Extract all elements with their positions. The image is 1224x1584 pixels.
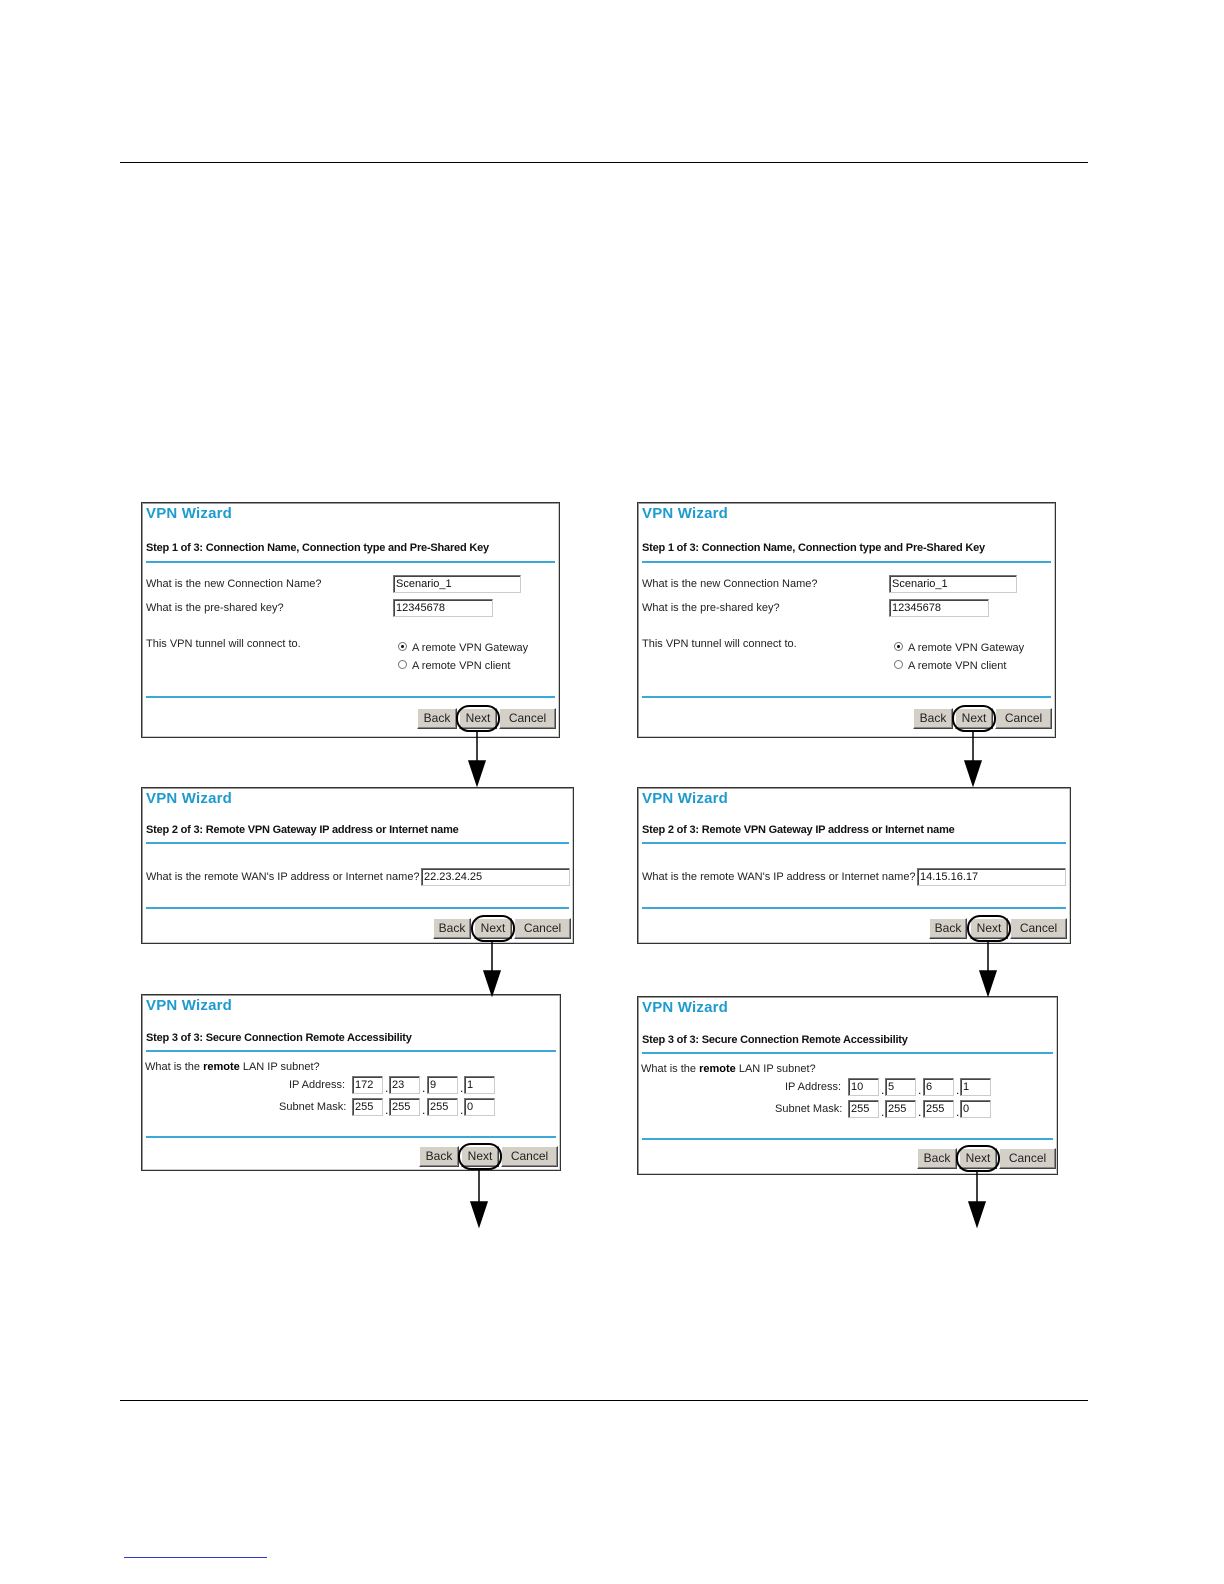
arrow-right-1-head: [965, 761, 981, 785]
pre-shared-key-label: What is the pre-shared key?: [146, 602, 284, 614]
cancel-button[interactable]: Cancel: [514, 918, 571, 939]
ip-dot: .: [956, 1083, 960, 1097]
panel-title: VPN Wizard: [146, 997, 233, 1014]
arrow-right-2-head: [980, 971, 996, 995]
ip-dot: .: [460, 1081, 464, 1095]
back-button[interactable]: Back: [433, 918, 471, 939]
ip-octet-3[interactable]: 9: [427, 1076, 458, 1094]
gateway-radio-label: A remote VPN Gateway: [412, 642, 529, 654]
mask-dot: .: [422, 1103, 426, 1117]
back-button[interactable]: Back: [419, 1146, 459, 1167]
mask-dot: .: [460, 1103, 464, 1117]
next-button[interactable]: Next: [474, 918, 512, 939]
ip-octet-1[interactable]: 10: [848, 1078, 879, 1096]
mask-dot: .: [881, 1105, 885, 1119]
pre-shared-key-input[interactable]: 12345678: [889, 599, 989, 617]
ip-octet-2[interactable]: 23: [389, 1076, 420, 1094]
back-button[interactable]: Back: [917, 1148, 957, 1169]
remote-wan-label: What is the remote WAN's IP address or Internet name?: [146, 871, 420, 883]
panel-title: VPN Wizard: [642, 790, 729, 807]
ip-octet-3[interactable]: 6: [923, 1078, 954, 1096]
mask-dot: .: [385, 1103, 389, 1117]
ip-octet-4[interactable]: 1: [464, 1076, 495, 1094]
pre-shared-key-label: What is the pre-shared key?: [642, 602, 780, 614]
pre-shared-key-input[interactable]: 12345678: [393, 599, 493, 617]
back-button[interactable]: Back: [913, 708, 953, 729]
mask-octet-1[interactable]: 255: [848, 1100, 879, 1118]
mask-octet-1[interactable]: 255: [352, 1098, 383, 1116]
ip-dot: .: [881, 1083, 885, 1097]
remote-wan-input[interactable]: 14.15.16.17: [917, 868, 1066, 886]
cancel-button[interactable]: Cancel: [999, 1148, 1056, 1169]
ip-dot: .: [422, 1081, 426, 1095]
step-heading: Step 3 of 3: Secure Connection Remote Accessibility: [146, 1032, 412, 1044]
ip-dot: .: [385, 1081, 389, 1095]
mask-octet-2[interactable]: 255: [389, 1098, 420, 1116]
mask-octet-4[interactable]: 0: [960, 1100, 991, 1118]
connection-name-label: What is the new Connection Name?: [146, 578, 322, 590]
ip-octet-4[interactable]: 1: [960, 1078, 991, 1096]
next-button[interactable]: Next: [461, 1146, 499, 1167]
step-heading: Step 3 of 3: Secure Connection Remote Accessibility: [642, 1034, 908, 1046]
client-radio-label: A remote VPN client: [412, 660, 511, 672]
step-heading: Step 2 of 3: Remote VPN Gateway IP address or Internet name: [146, 824, 459, 836]
connect-to-label: This VPN tunnel will connect to.: [146, 638, 301, 650]
panel-title: VPN Wizard: [642, 505, 729, 522]
next-button[interactable]: Next: [955, 708, 993, 729]
subnet-mask-label: Subnet Mask:: [279, 1101, 347, 1113]
step-heading: Step 1 of 3: Connection Name, Connection type and Pre-Shared Key: [642, 542, 985, 554]
remote-lan-question: What is the remote LAN IP subnet?: [641, 1063, 816, 1075]
arrow-left-3-head: [471, 1202, 487, 1226]
client-radio-label: A remote VPN client: [908, 660, 1007, 672]
subnet-mask-label: Subnet Mask:: [775, 1103, 843, 1115]
step-heading: Step 2 of 3: Remote VPN Gateway IP address or Internet name: [642, 824, 955, 836]
ip-address-label: IP Address:: [785, 1081, 842, 1093]
next-button[interactable]: Next: [959, 1148, 997, 1169]
cancel-button[interactable]: Cancel: [995, 708, 1052, 729]
mask-dot: .: [956, 1105, 960, 1119]
mask-octet-4[interactable]: 0: [464, 1098, 495, 1116]
mask-octet-3[interactable]: 255: [427, 1098, 458, 1116]
gateway-radio-label: A remote VPN Gateway: [908, 642, 1025, 654]
connection-name-input[interactable]: Scenario_1: [393, 575, 521, 593]
back-button[interactable]: Back: [929, 918, 967, 939]
ip-address-label: IP Address:: [289, 1079, 346, 1091]
remote-wan-input[interactable]: 22.23.24.25: [421, 868, 570, 886]
ip-octet-1[interactable]: 172: [352, 1076, 383, 1094]
connect-to-label: This VPN tunnel will connect to.: [642, 638, 797, 650]
arrow-right-3-head: [969, 1202, 985, 1226]
cancel-button[interactable]: Cancel: [1010, 918, 1067, 939]
next-button[interactable]: Next: [459, 708, 497, 729]
cancel-button[interactable]: Cancel: [499, 708, 556, 729]
panel-title: VPN Wizard: [146, 790, 233, 807]
step-heading: Step 1 of 3: Connection Name, Connection type and Pre-Shared Key: [146, 542, 489, 554]
remote-wan-label: What is the remote WAN's IP address or Internet name?: [642, 871, 916, 883]
panel-title: VPN Wizard: [642, 999, 729, 1016]
connection-name-input[interactable]: Scenario_1: [889, 575, 1017, 593]
cancel-button[interactable]: Cancel: [501, 1146, 558, 1167]
back-button[interactable]: Back: [417, 708, 457, 729]
ip-dot: .: [918, 1083, 922, 1097]
remote-lan-question: What is the remote LAN IP subnet?: [145, 1061, 320, 1073]
mask-octet-2[interactable]: 255: [885, 1100, 916, 1118]
mask-octet-3[interactable]: 255: [923, 1100, 954, 1118]
connection-name-label: What is the new Connection Name?: [642, 578, 818, 590]
arrow-left-2-head: [484, 971, 500, 995]
next-button[interactable]: Next: [970, 918, 1008, 939]
panel-title: VPN Wizard: [146, 505, 233, 522]
mask-dot: .: [918, 1105, 922, 1119]
arrow-left-1-head: [469, 761, 485, 785]
ip-octet-2[interactable]: 5: [885, 1078, 916, 1096]
